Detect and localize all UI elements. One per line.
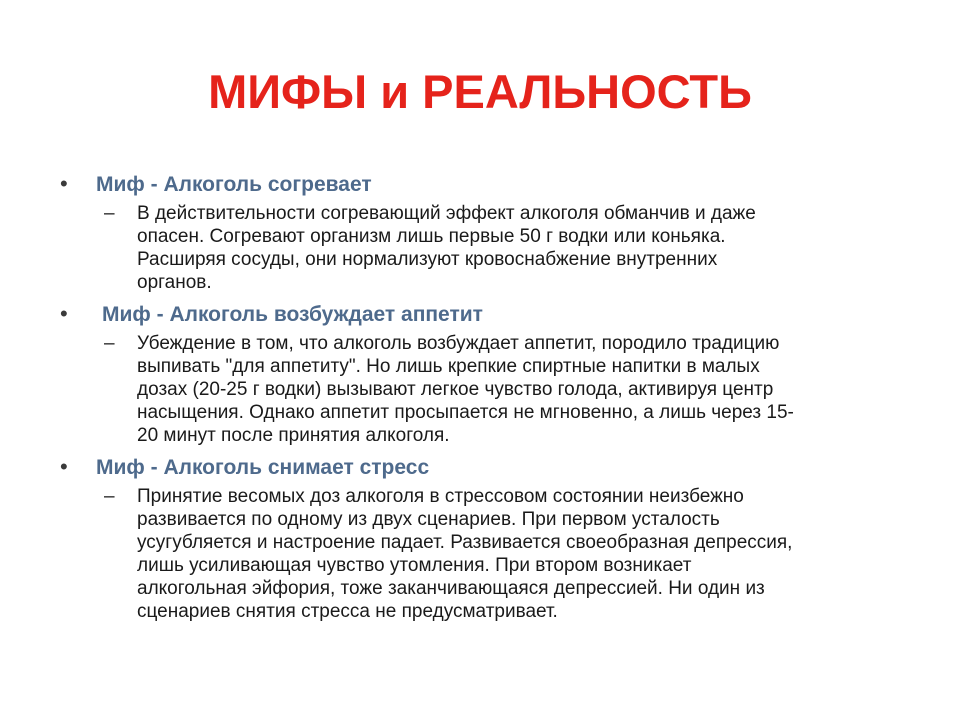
bullet-icon: • bbox=[60, 301, 68, 326]
text-line: лишь усиливающая чувство утомления. При втором возникает bbox=[137, 555, 692, 576]
text-line: органов. bbox=[137, 272, 212, 293]
dash-icon: – bbox=[104, 333, 115, 354]
text-line: усугубляется и настроение падает. Развивается своеобразная депрессия, bbox=[137, 532, 793, 553]
slide-content bbox=[60, 170, 910, 629]
text-line: Расширяя сосуды, они нормализуют кровоснабжение внутренних bbox=[137, 249, 718, 270]
text-line: В действительности согревающий эффект алкоголя обманчив и даже bbox=[137, 203, 756, 224]
text-line: развивается по одному из двух сценариев. При первом усталость bbox=[137, 509, 720, 530]
bullet-icon: • bbox=[60, 454, 68, 479]
reality-row bbox=[60, 485, 910, 623]
text-line: алкогольная эйфория, тоже заканчивающаяся депрессией. Ни один из bbox=[137, 578, 765, 599]
reality-text bbox=[137, 202, 910, 294]
bullet-icon: • bbox=[60, 171, 68, 196]
myth-heading: Миф - Алкоголь возбуждает аппетит bbox=[102, 303, 483, 326]
text-line: опасен. Согревают организм лишь первые 50 г водки или коньяка. bbox=[137, 226, 726, 247]
reality-text bbox=[137, 485, 910, 623]
myth-row bbox=[60, 170, 910, 202]
text-line: выпивать "для аппетиту". Но лишь крепкие спиртные напитки в малых bbox=[137, 356, 760, 377]
text-line: 20 минут после принятия алкоголя. bbox=[137, 425, 450, 446]
text-line: сценариев снятия стресса не предусматривает. bbox=[137, 601, 558, 622]
text-line: насыщения. Однако аппетит просыпается не мгновенно, а лишь через 15- bbox=[137, 402, 794, 423]
text-line: дозах (20-25 г водки) вызывают легкое чувство голода, активируя центр bbox=[137, 379, 774, 400]
myth-heading: Миф - Алкоголь снимает стресс bbox=[96, 456, 430, 479]
myth-item-3 bbox=[60, 453, 910, 623]
reality-text bbox=[137, 332, 910, 447]
myth-item-2 bbox=[60, 300, 910, 447]
myth-heading: Миф - Алкоголь согревает bbox=[96, 173, 372, 196]
text-line: Принятие весомых доз алкоголя в стрессовом состоянии неизбежно bbox=[137, 486, 744, 507]
reality-row bbox=[60, 202, 910, 294]
myth-row bbox=[60, 453, 910, 485]
myth-row bbox=[60, 300, 910, 332]
slide-title: МИФЫ и РЕАЛЬНОСТЬ bbox=[208, 65, 752, 118]
reality-row bbox=[60, 332, 910, 447]
dash-icon: – bbox=[104, 486, 115, 507]
myth-item-1 bbox=[60, 170, 910, 294]
dash-icon: – bbox=[104, 203, 115, 224]
text-line: Убеждение в том, что алкоголь возбуждает аппетит, породило традицию bbox=[137, 333, 780, 354]
